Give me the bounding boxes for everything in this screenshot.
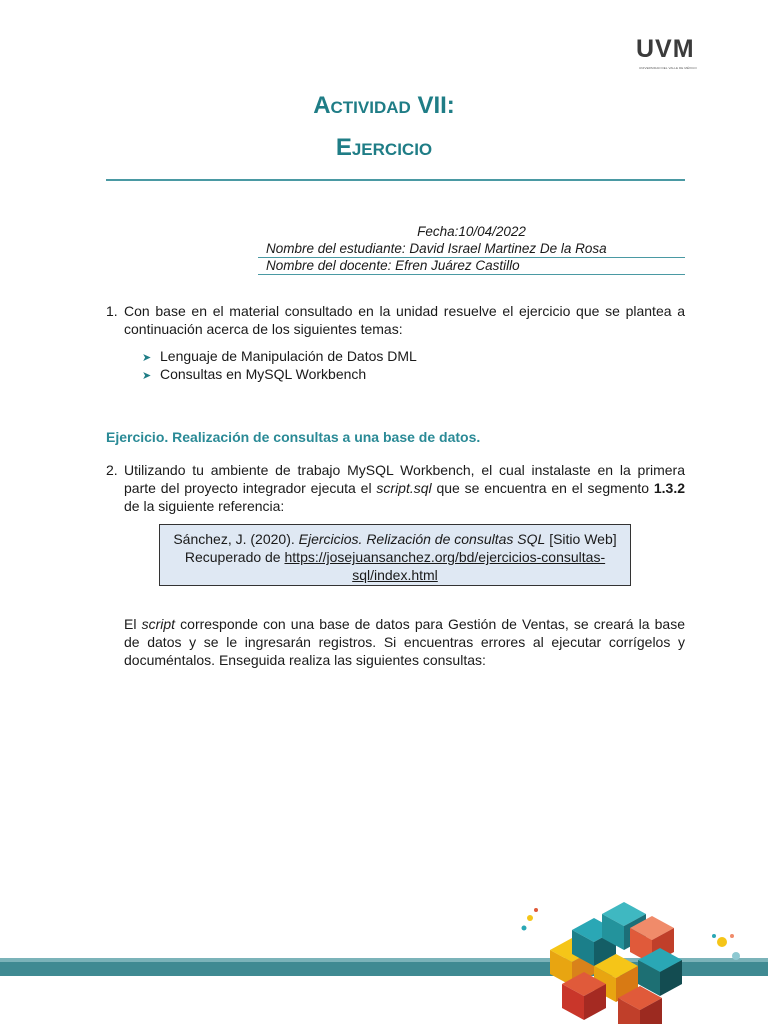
logo-text: UVM — [636, 35, 695, 63]
item-2-text: Utilizando tu ambiente de trabajo MySQL Workbench, el cual instalaste en la primera parte del proyecto integrador ejecuta el script.sql que se encuentra en el segmento 1.3.2 de la siguiente referencia: — [124, 462, 686, 514]
document-title: Actividad VII: — [313, 92, 455, 119]
exercise-subheading: Ejercicio. Realización de consultas a una base de datos. — [106, 429, 481, 445]
closing-paragraph: El script corresponde con una base de datos para Gestión de Ventas, se creará la base de datos y se le ingresarán registros. Si encuentras errores al ejecutar corrígelos y documéntalos. Enseguida realiza las siguientes consultas: — [124, 616, 685, 668]
bullet-item-dml — [142, 347, 417, 367]
item-number-2: 2. — [106, 462, 118, 478]
script-filename: script.sql — [376, 480, 432, 496]
segment-number: 1.3.2 — [653, 480, 686, 496]
document-subtitle: Ejercicio — [335, 134, 433, 161]
teacher-name-field: Nombre del docente: Efren Juárez Castillo — [258, 257, 685, 275]
item-number-1: 1. — [106, 303, 118, 319]
script-word: script — [141, 616, 176, 632]
bullet-label: Lenguaje de Manipulación de Datos DML — [160, 348, 417, 364]
item-1-text: Con base en el material consultado en la unidad resuelve el ejercicio que se plantea a continuación acerca de los siguientes temas: — [124, 303, 685, 337]
uvm-logo — [636, 36, 718, 72]
arrowhead-icon: ➤ — [142, 370, 152, 382]
cubes-decoration — [510, 880, 740, 1024]
student-name-field: Nombre del estudiante: David Israel Martinez De la Rosa — [258, 240, 685, 258]
bullet-item-mysql — [142, 365, 366, 385]
date-field: Fecha:10/04/2022 — [417, 224, 526, 239]
reference-box: Sánchez, J. (2020). Ejercicios. Relización de consultas SQL [Sitio Web] Recuperado de https://josejuansanchez.org/bd/ejercicios-consultas-sql/index.html — [159, 524, 631, 586]
reference-link[interactable]: https://josejuansanchez.org/bd/ejercicios-consultas-sql/index.html — [284, 549, 606, 583]
title-divider — [106, 179, 685, 181]
reference-title: Ejercicios. Relización de consultas SQL — [298, 531, 546, 547]
bullet-label: Consultas en MySQL Workbench — [160, 366, 367, 382]
logo-subtext: UNIVERSIDAD DEL VALLE DE MÉXICO — [639, 66, 697, 70]
arrowhead-icon: ➤ — [142, 352, 152, 364]
